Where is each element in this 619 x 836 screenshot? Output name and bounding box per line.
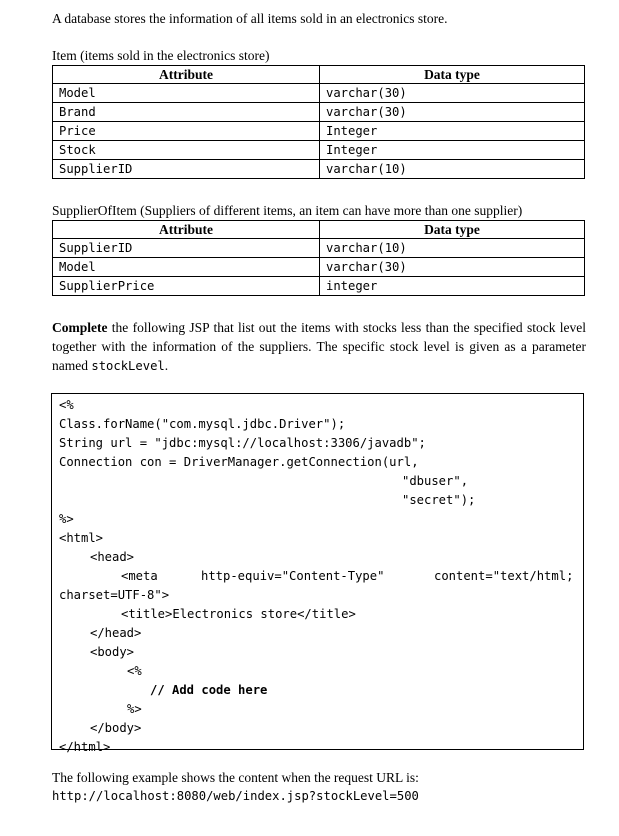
task-param: stockLevel: [91, 359, 165, 373]
attribute-cell: Brand: [53, 103, 320, 122]
column-header-data-type: Data type: [320, 66, 585, 84]
data-type-cell: varchar(30): [320, 84, 585, 103]
code-line: Connection con = DriverManager.getConnection(url,: [59, 455, 419, 469]
code-line: <body>: [90, 645, 135, 659]
table-row: [53, 258, 585, 277]
data-type-cell: varchar(10): [320, 239, 585, 258]
attribute-cell: Model: [53, 84, 320, 103]
code-line: content="text/html;: [434, 569, 574, 583]
code-line: http-equiv="Content-Type": [201, 569, 385, 583]
supplier-table: [52, 220, 585, 296]
table-row: [53, 122, 585, 141]
code-line: </head>: [90, 626, 142, 640]
item-table: [52, 65, 585, 179]
column-header-data-type: Data type: [320, 221, 585, 239]
attribute-cell: Model: [53, 258, 320, 277]
data-type-cell: Integer: [320, 141, 585, 160]
table-row: [53, 277, 585, 296]
code-line: "secret");: [402, 493, 476, 507]
code-line: <meta: [121, 569, 158, 583]
task-end: .: [164, 358, 169, 373]
code-line: "dbuser",: [402, 474, 469, 488]
code-line: <title>Electronics store</title>: [121, 607, 356, 621]
example-url: http://localhost:8080/web/index.jsp?stockLevel=500: [52, 789, 419, 803]
attribute-cell: SupplierPrice: [53, 277, 320, 296]
data-type-cell: Integer: [320, 122, 585, 141]
code-line: String url = "jdbc:mysql://localhost:3306/javadb";: [59, 436, 426, 450]
example-text: The following example shows the content when the request URL is:: [52, 770, 419, 785]
code-line: %>: [59, 512, 74, 526]
attribute-cell: SupplierID: [53, 160, 320, 179]
code-line: charset=UTF-8">: [59, 588, 170, 602]
intro-text: A database stores the information of all items sold in an electronics store.: [52, 11, 448, 26]
attribute-cell: Stock: [53, 141, 320, 160]
table-row: [53, 160, 585, 179]
code-line: </html>: [59, 740, 111, 754]
table-row: [53, 141, 585, 160]
item-table-caption: Item (items sold in the electronics store): [52, 48, 270, 63]
code-line: Class.forName("com.mysql.jdbc.Driver");: [59, 417, 346, 431]
code-line: <%: [59, 398, 74, 412]
task-text: the following JSP that list out the items with stocks less than the specified stock level together with the information of the suppliers. The specific stock level is given as a parameter named: [52, 320, 586, 373]
table-row: [53, 84, 585, 103]
column-header-attribute: Attribute: [53, 221, 320, 239]
attribute-cell: Price: [53, 122, 320, 141]
task-paragraph: [52, 318, 586, 376]
table-row: [53, 239, 585, 258]
code-line: </body>: [90, 721, 142, 735]
code-line: <html>: [59, 531, 104, 545]
data-type-cell: varchar(10): [320, 160, 585, 179]
code-line: <%: [127, 664, 142, 678]
table-row: [53, 103, 585, 122]
table-header-row: [53, 66, 585, 84]
column-header-attribute: Attribute: [53, 66, 320, 84]
data-type-cell: varchar(30): [320, 103, 585, 122]
table-header-row: [53, 221, 585, 239]
code-line: <head>: [90, 550, 135, 564]
supplier-table-caption: SupplierOfItem (Suppliers of different items, an item can have more than one supplier): [52, 203, 523, 218]
data-type-cell: varchar(30): [320, 258, 585, 277]
data-type-cell: integer: [320, 277, 585, 296]
code-comment: // Add code here: [150, 683, 268, 697]
task-bold: Complete: [52, 320, 108, 335]
attribute-cell: SupplierID: [53, 239, 320, 258]
code-line: %>: [127, 702, 142, 716]
